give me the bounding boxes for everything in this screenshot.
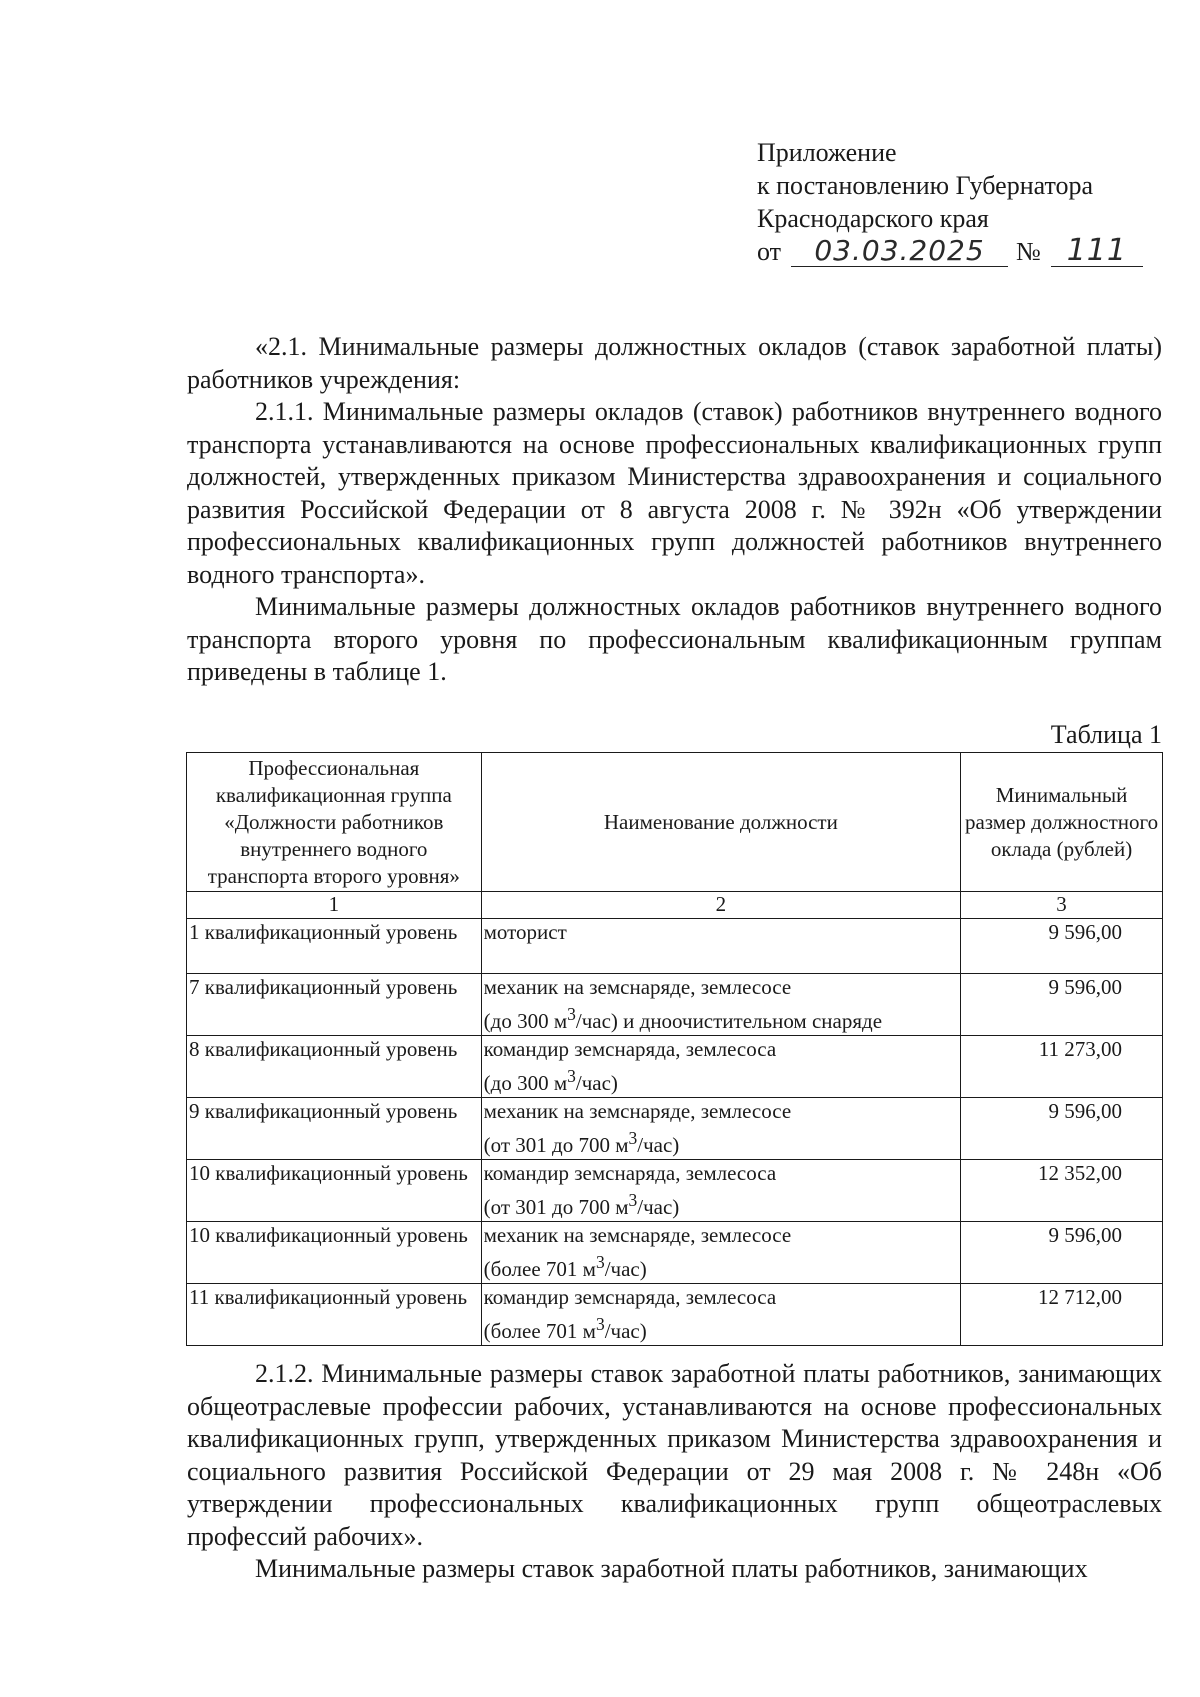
appendix-line-region: Краснодарского края <box>757 204 989 233</box>
salary-table <box>186 752 1163 1346</box>
position-text: механик на земснаряде, землесосе <box>483 1223 792 1247</box>
position-text: механик на земснаряде, землесосе <box>483 1099 792 1123</box>
capacity-suffix: /час) и дноочистительном снаряде <box>575 1009 883 1033</box>
column-number: 1 <box>187 892 482 919</box>
capacity-prefix: (от 301 до 700 м <box>483 1133 629 1157</box>
paragraph-2-1-1: 2.1.1. Минимальные размеры окладов (ставок) работников внутреннего водного транспорта устанавливаются на основе профессиональных квалификационных групп должностей, утвержденных приказом Министерства здравоохранения и социального развития Российской Федерации от 8 августа 2008 г. № 392н «Об утверждении профессиональных квалификационных групп должностей работников внутреннего водного транспорта». <box>187 397 1162 589</box>
capacity-prefix: (до 300 м <box>483 1009 568 1033</box>
position-text: механик на земснаряде, землесосе <box>483 975 792 999</box>
appendix-line-decree: к постановлению Губернатора <box>757 171 1094 200</box>
position-capacity <box>483 1128 680 1157</box>
appendix-title: Приложение <box>757 138 897 167</box>
intro-text <box>187 331 1162 689</box>
capacity-suffix: /час) <box>604 1257 647 1281</box>
capacity-suffix: /час) <box>637 1133 680 1157</box>
position-capacity <box>483 1004 883 1033</box>
cubic-superscript: 3 <box>567 1004 576 1024</box>
capacity-prefix: (более 701 м <box>483 1319 596 1343</box>
handwritten-date: 03.03.2025 <box>791 236 1008 267</box>
position-text: командир земснаряда, землесоса <box>483 1161 777 1185</box>
table-row <box>187 974 1163 1036</box>
capacity-suffix: /час) <box>637 1195 680 1219</box>
cubic-superscript: 3 <box>628 1128 638 1148</box>
paragraph-continuation: Минимальные размеры ставок заработной платы работников, занимающих <box>255 1554 1088 1583</box>
cubic-superscript: 3 <box>595 1314 605 1334</box>
table-caption: Таблица 1 <box>1050 720 1162 749</box>
position-text: командир земснаряда, землесоса <box>483 1285 777 1309</box>
handwritten-number: 111 <box>1051 236 1143 267</box>
min-salary: 11 273,00 <box>961 1036 1163 1098</box>
position-text: моторист <box>483 920 567 944</box>
qualification-level: 10 квалификационный уровень <box>187 1160 482 1222</box>
column-number: 3 <box>961 892 1163 919</box>
table-row <box>187 1160 1163 1222</box>
qualification-level: 11 квалификационный уровень <box>187 1284 482 1346</box>
qualification-level: 8 квалификационный уровень <box>187 1036 482 1098</box>
position-text: командир земснаряда, землесоса <box>483 1037 777 1061</box>
position-name <box>481 1160 960 1222</box>
header-position-name: Наименование должности <box>481 753 960 892</box>
min-salary: 9 596,00 <box>961 919 1163 974</box>
table-row <box>187 1098 1163 1160</box>
cubic-superscript: 3 <box>595 1252 605 1272</box>
min-salary: 9 596,00 <box>961 1098 1163 1160</box>
qualification-level: 7 квалификационный уровень <box>187 974 482 1036</box>
table-header-row <box>187 753 1163 892</box>
capacity-prefix: (более 701 м <box>483 1257 596 1281</box>
following-text <box>187 1358 1162 1586</box>
position-name <box>481 919 960 974</box>
paragraph-2-1-2: 2.1.2. Минимальные размеры ставок заработной платы работников, занимающих общеотраслевые профессии рабочих, устанавливаются на основе профессиональных квалификационных групп, утвержденных приказом Министерства здравоохранения и социального развития Российской Федерации от 29 мая 2008 г. № 248н «Об утверждении профессиональных квалификационных групп общеотраслевых профессий рабочих». <box>187 1359 1162 1551</box>
min-salary: 12 712,00 <box>961 1284 1163 1346</box>
column-number: 2 <box>481 892 960 919</box>
capacity-prefix: (до 300 м <box>483 1071 568 1095</box>
table-row <box>187 1036 1163 1098</box>
table-row <box>187 1284 1163 1346</box>
position-capacity <box>483 1190 680 1219</box>
capacity-prefix: (от 301 до 700 м <box>483 1195 629 1219</box>
column-number-row <box>187 892 1163 919</box>
position-capacity <box>483 1314 647 1343</box>
appendix-header <box>757 136 1157 268</box>
min-salary: 9 596,00 <box>961 1222 1163 1284</box>
cubic-superscript: 3 <box>628 1190 638 1210</box>
qualification-level: 1 квалификационный уровень <box>187 919 482 974</box>
cubic-superscript: 3 <box>567 1066 576 1086</box>
qualification-level: 10 квалификационный уровень <box>187 1222 482 1284</box>
capacity-suffix: /час) <box>604 1319 647 1343</box>
qualification-level: 9 квалификационный уровень <box>187 1098 482 1160</box>
position-name <box>481 974 960 1036</box>
number-label: № <box>1016 237 1041 266</box>
position-name <box>481 1036 960 1098</box>
from-label: от <box>757 237 782 266</box>
table-row <box>187 919 1163 974</box>
header-min-salary: Минимальный размер должностного оклада (рублей) <box>961 753 1163 892</box>
header-qualification-group: Профессиональная квалификационная группа «Должности работников внутреннего водного транспорта второго уровня» <box>187 753 482 892</box>
table-row <box>187 1222 1163 1284</box>
position-name <box>481 1222 960 1284</box>
position-capacity <box>483 1066 618 1095</box>
min-salary: 9 596,00 <box>961 974 1163 1036</box>
capacity-suffix: /час) <box>575 1071 618 1095</box>
min-salary: 12 352,00 <box>961 1160 1163 1222</box>
decree-date-number-line <box>757 235 1157 268</box>
paragraph-2-1: «2.1. Минимальные размеры должностных окладов (ставок заработной платы) работников учреждения: <box>187 332 1162 394</box>
position-name <box>481 1098 960 1160</box>
position-name <box>481 1284 960 1346</box>
paragraph-table-intro: Минимальные размеры должностных окладов работников внутреннего водного транспорта второго уровня по профессиональным квалификационным группам приведены в таблице 1. <box>187 592 1162 686</box>
position-capacity <box>483 1252 647 1281</box>
